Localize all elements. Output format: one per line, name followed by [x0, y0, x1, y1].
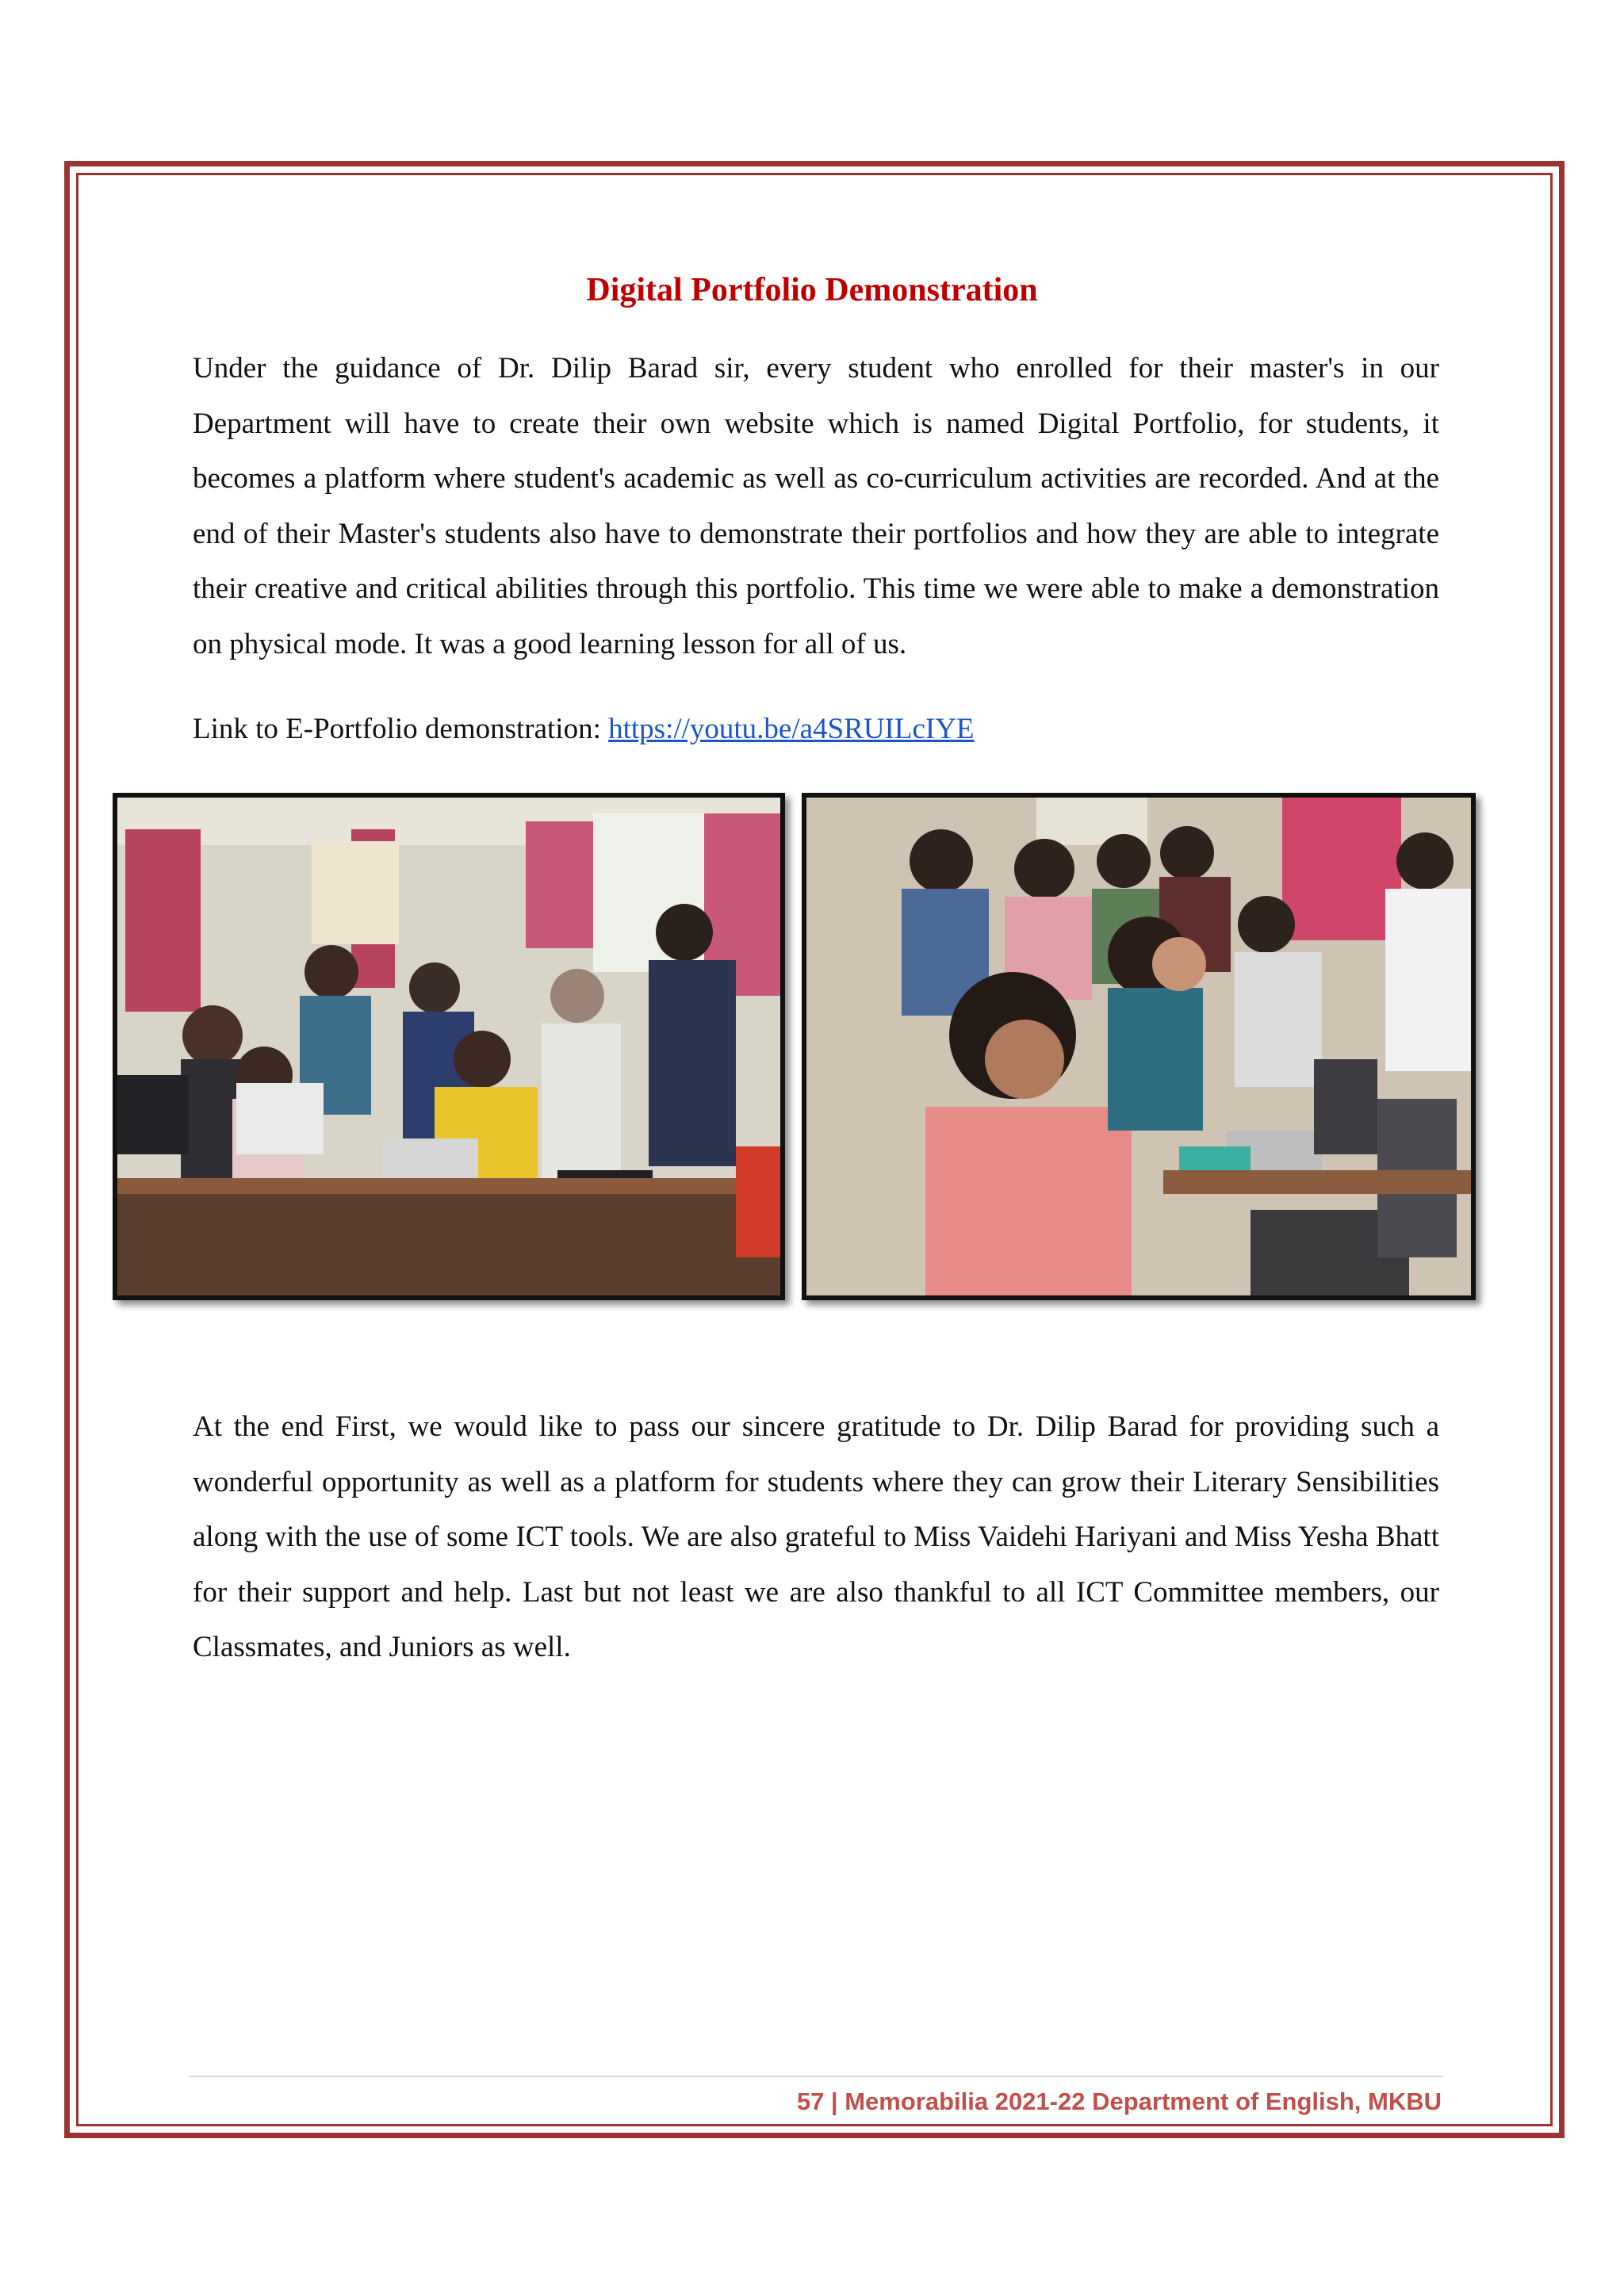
demonstration-photo-right	[802, 793, 1476, 1300]
demonstration-photo-left	[113, 793, 785, 1300]
page-title: Digital Portfolio Demonstration	[586, 272, 1038, 308]
page-footer: 57 | Memorabilia 2021-22 Department of English, MKBU	[796, 2087, 1442, 2115]
intro-paragraph: Under the guidance of Dr. Dilip Barad sir, every student who enrolled for their master's in our Department will have to create their own website which is named Digital Portfolio, for students, it becomes a platform where student's academic as well as co-curriculum activities are recorded. And at the end of their Master's students also have to demonstrate their portfolios and how they are able to integrate their creative and critical abilities through this portfolio. This time we were able to make a demonstration on physical mode. It was a good learning lesson for all of us.	[193, 352, 1439, 660]
link-label: Link to E-Portfolio demonstration:	[193, 713, 601, 745]
video-link[interactable]: https://youtu.be/a4SRUILcIYE	[608, 713, 975, 745]
acknowledgement-paragraph: At the end First, we would like to pass our sincere gratitude to Dr. Dilip Barad for providing such a wonderful opportunity as well as a platform for students where they can grow their Literary Sensibilities along with the use of some ICT tools. We are also grateful to Miss Vaidehi Hariyani and Miss Yesha Bhatt for their support and help. Last but not least we are also thankful to all ICT Committee members, our Classmates, and Juniors as well.	[193, 1410, 1439, 1663]
footer-divider	[189, 2076, 1443, 2077]
photo-illustration	[117, 798, 780, 1295]
photo-illustration	[806, 798, 1471, 1295]
link-line	[193, 706, 975, 753]
